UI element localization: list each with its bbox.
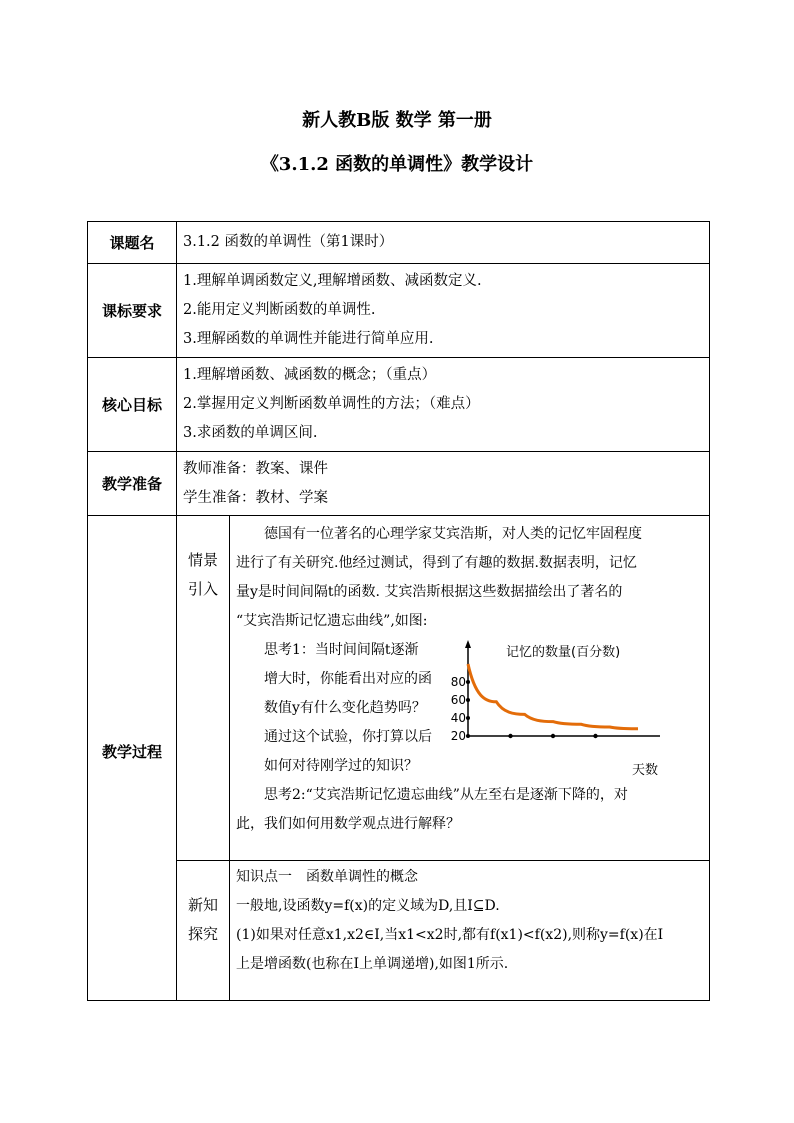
standard-item: 3.理解函数的单调性并能进行简单应用. — [183, 331, 434, 347]
row-label-topic: 课题名 — [88, 222, 177, 264]
think1-line: 如何对待刚学过的知识？ — [264, 758, 418, 774]
new-line: 知识点一 函数单调性的概念 — [236, 869, 418, 885]
row-value-goals — [177, 358, 710, 452]
y-axis-arrow — [465, 640, 471, 648]
row-label-goals: 核心目标 — [88, 358, 177, 452]
row-label-process: 教学过程 — [88, 516, 177, 1001]
goal-item: 3.求函数的单调区间. — [183, 425, 318, 441]
forgetting-curve-chart — [450, 636, 660, 786]
row-value-standards — [177, 264, 710, 358]
think2-line: 此，我们如何用数学观点进行解释？ — [236, 816, 460, 832]
standard-item: 2.能用定义判断函数的单调性. — [183, 302, 376, 318]
new-line: 一般地,设函数y=f(x)的定义域为D,且I⊆D. — [236, 898, 500, 914]
series-line — [468, 664, 638, 729]
page-title-series: 新人教B版 数学 第一册 — [302, 110, 492, 131]
think1-line: 数值y有什么变化趋势吗？ — [264, 700, 426, 716]
row-value-prep — [177, 452, 710, 516]
y-tick-dot — [466, 716, 470, 720]
row-value-topic — [177, 222, 710, 264]
row-label-standards: 课标要求 — [88, 264, 177, 358]
topic-text: 3.1.2 函数的单调性（第1课时） — [183, 234, 394, 250]
goal-item: 1.理解增函数、减函数的概念；（重点） — [183, 367, 437, 383]
y-tick-label: 40 — [450, 711, 466, 725]
new-line: (1)如果对任意x1,x2∈I,当x1<x2时,都有f(x1)<f(x2),则称y=f(x)在I — [236, 927, 664, 943]
standard-item: 1.理解单调函数定义,理解增函数、减函数定义. — [183, 273, 482, 289]
row-label-prep: 教学准备 — [88, 452, 177, 516]
y-tick-dot — [466, 734, 470, 738]
page-title-lesson: 《3.1.2 函数的单调性》教学设计 — [260, 154, 534, 175]
prep-item: 学生准备：教材、学案 — [183, 489, 328, 506]
y-tick-dot — [466, 680, 470, 684]
y-axis-label: 记忆的数量(百分数) — [506, 645, 621, 660]
new-line: 上是增函数(也称在I上单调递增),如图1所示. — [236, 956, 509, 972]
x-axis-label: 天数 — [632, 763, 659, 778]
prep-item: 教师准备：教案、课件 — [183, 460, 328, 477]
lesson-table — [87, 221, 710, 1001]
x-tick-dot — [551, 734, 555, 738]
sub-label-intro: 情景引入 — [177, 516, 230, 861]
goal-item: 2.掌握用定义判断函数单调性的方法；（难点） — [183, 396, 480, 412]
y-tick-label: 60 — [450, 693, 466, 707]
intro-line: 进行了有关研究.他经过测试，得到了有趣的数据.数据表明，记忆 — [236, 555, 637, 571]
new-content — [230, 861, 710, 1001]
x-tick-dot — [593, 734, 597, 738]
intro-line: 量y是时间间隔t的函数. 艾宾浩斯根据这些数据描绘出了著名的 — [236, 584, 623, 600]
y-tick-dot — [466, 698, 470, 702]
think1-line: 增大时，你能看出对应的函 — [264, 671, 432, 687]
sub-label-new: 新知探究 — [177, 861, 230, 1001]
y-tick-label: 20 — [450, 729, 466, 743]
intro-line: 德国有一位著名的心理学家艾宾浩斯，对人类的记忆牢固程度 — [264, 526, 642, 542]
think2-line: 思考2:“艾宾浩斯记忆遗忘曲线”从左至右是逐渐下降的，对 — [264, 787, 628, 803]
think1-line: 通过这个试验，你打算以后 — [264, 729, 432, 745]
x-tick-dot — [508, 734, 512, 738]
y-tick-label: 80 — [450, 675, 466, 689]
think1-line: 思考1：当时间间隔t逐渐 — [264, 642, 419, 658]
intro-line: “艾宾浩斯记忆遗忘曲线”,如图: — [236, 613, 428, 629]
